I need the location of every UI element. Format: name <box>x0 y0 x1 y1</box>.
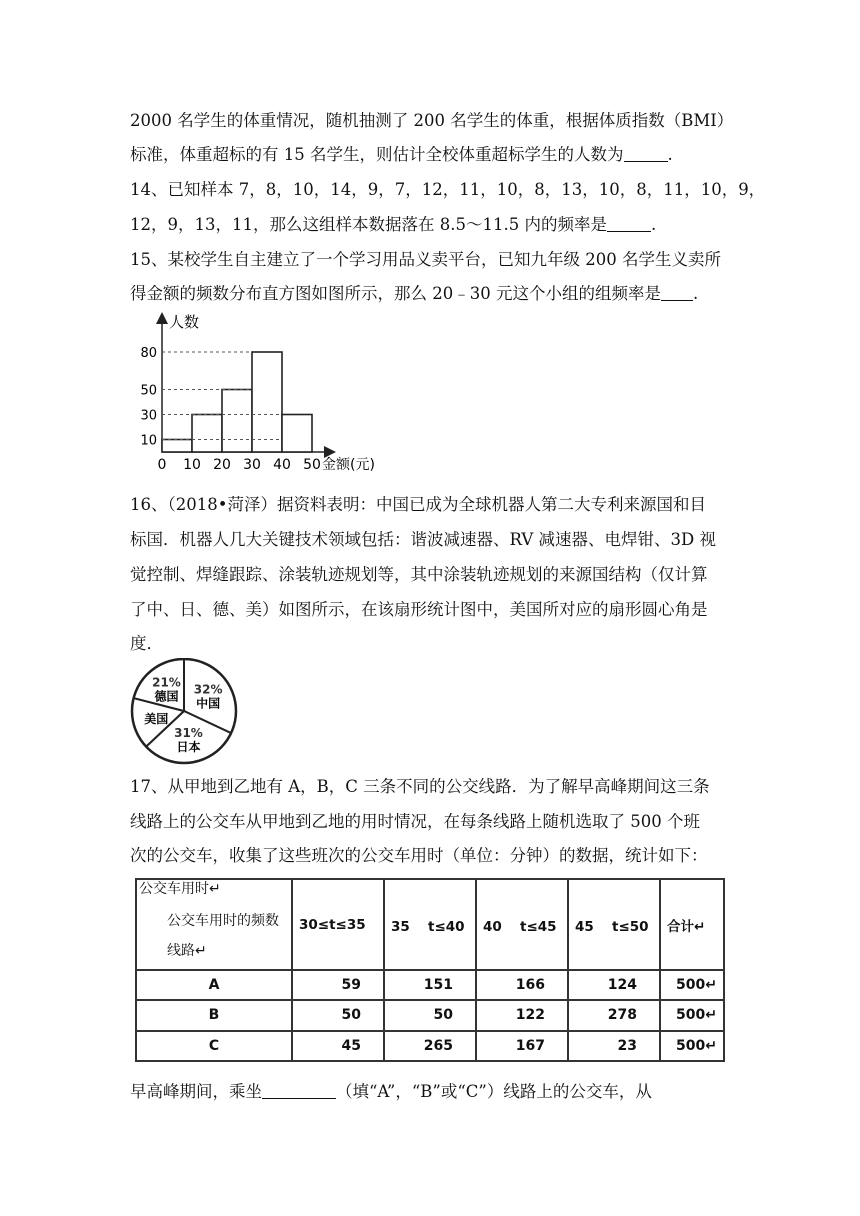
text-line-3: 14、已知样本 7，8，10，14，9，7，12，11，10，8，13，10，8，11，10，9， <box>130 180 766 199</box>
period: . <box>692 284 699 303</box>
q15-answer-blank[interactable] <box>661 284 693 301</box>
y-tick-label: 30 <box>140 408 157 424</box>
q14-text: 12，9，13，11，那么这组样本数据落在 8.5～11.5 内的频率是 <box>130 215 607 234</box>
histogram-bar <box>192 415 222 453</box>
period: . <box>667 145 673 164</box>
table-cell: 167 <box>476 1031 568 1061</box>
y-tick-label: 50 <box>140 383 157 399</box>
x-tick-label: 0 <box>157 457 167 473</box>
text-line-8: 标国．机器人几大关键技术领域包括：谐波减速器、RV 减速器、电焊钳、3D 视 <box>130 530 716 549</box>
pie-slice-label: 中国 <box>196 696 221 711</box>
x-tick-label: 10 <box>183 457 201 473</box>
q13-answer-blank[interactable] <box>624 145 668 162</box>
y-axis-label: 人数 <box>169 313 200 331</box>
text-line-15 <box>130 1082 652 1102</box>
table-header-row <box>136 879 724 970</box>
pie-percent-label: 32% <box>193 682 223 697</box>
y-tick-label: 10 <box>140 433 157 449</box>
histogram-bar <box>282 415 312 453</box>
table-total-cell: 500↵ <box>660 1031 724 1061</box>
text-line-1: 2000 名学生的体重情况，随机抽测了 200 名学生的体重，根据体质指数（BMI） <box>130 111 734 130</box>
period: . <box>650 215 657 234</box>
pie-chart <box>128 658 243 768</box>
table-header-cell: 40 t≤45 <box>476 879 568 970</box>
corner-label-top: 公交车用时↵ <box>139 881 221 897</box>
route-label: A <box>136 970 292 1000</box>
text-line-13: 线路上的公交车从甲地到乙地的用时情况，在每条线路上随机选取了 500 个班 <box>130 812 700 831</box>
table-cell: 45 <box>292 1031 384 1061</box>
table-cell: 166 <box>476 970 568 1000</box>
pie-slice-label: 日本 <box>176 740 201 755</box>
table-header-cell: 35 t≤40 <box>384 879 476 970</box>
table-row <box>136 1031 724 1061</box>
route-label: C <box>136 1031 292 1061</box>
bus-time-table <box>135 878 725 1062</box>
histogram-chart <box>135 310 395 478</box>
text-line-12: 17、从甲地到乙地有 A，B，C 三条不同的公交线路．为了解早高峰期间这三条 <box>130 777 710 796</box>
table-cell: 278 <box>568 1000 660 1030</box>
table-cell: 265 <box>384 1031 476 1061</box>
table-row <box>136 970 724 1000</box>
text-line-10: 了中、日、德、美）如图所示，在该扇形统计图中，美国所对应的扇形圆心角是 <box>130 600 708 619</box>
table-cell: 151 <box>384 970 476 1000</box>
pie-slice-label: 德国 <box>154 689 179 704</box>
table-cell: 122 <box>476 1000 568 1030</box>
x-tick-label: 20 <box>213 457 231 473</box>
route-label: B <box>136 1000 292 1030</box>
q17-answer-blank[interactable] <box>262 1082 336 1099</box>
q13-text: 标准，体重超标的有 15 名学生，则估计全校体重超标学生的人数为 <box>130 145 624 164</box>
corner-label-mid: 公交车用时的频数 <box>167 913 279 929</box>
text-line-4 <box>130 215 656 235</box>
table-total-cell: 500↵ <box>660 970 724 1000</box>
q14-answer-blank[interactable] <box>607 215 651 232</box>
text-line-6 <box>130 284 698 304</box>
text-line-5: 15、某校学生自主建立了一个学习用品义卖平台，已知九年级 200 名学生义卖所 <box>130 250 721 269</box>
y-tick-label: 80 <box>140 346 157 361</box>
table-header-cell: 合计↵ <box>660 879 724 970</box>
x-tick-label: 50 <box>303 457 321 473</box>
table-cell: 124 <box>568 970 660 1000</box>
table-cell: 50 <box>292 1000 384 1030</box>
x-tick-label: 40 <box>273 457 291 473</box>
text-line-14: 次的公交车，收集了这些班次的公交车用时（单位：分钟）的数据，统计如下： <box>130 846 708 865</box>
pie-slice-label: 美国 <box>144 712 169 727</box>
q15-text: 得金额的频数分布直方图如图所示，那么 20﹣30 元这个小组的组频率是 <box>130 284 661 303</box>
pie-percent-label: 21% <box>152 675 181 690</box>
histogram-bar <box>222 390 252 453</box>
table-cell: 59 <box>292 970 384 1000</box>
x-tick-label: 30 <box>243 457 261 473</box>
text-line-9: 觉控制、焊缝跟踪、涂装轨迹规划等，其中涂装轨迹规划的来源国结构（仅计算 <box>130 565 708 584</box>
table-row <box>136 1000 724 1030</box>
pie-percent-label: 31% <box>174 726 203 741</box>
text-line-11: 度． <box>130 634 163 653</box>
text-line-2 <box>130 145 673 165</box>
table-cell: 50 <box>384 1000 476 1030</box>
histogram-bar <box>162 440 192 453</box>
corner-label-bottom: 线路↵ <box>167 943 207 959</box>
table-corner-cell <box>136 879 292 970</box>
table-cell: 23 <box>568 1031 660 1061</box>
x-axis-label: 金额(元) <box>322 457 375 473</box>
table-total-cell: 500↵ <box>660 1000 724 1030</box>
table-header-cell: 30≤t≤35 <box>292 879 384 970</box>
text-line-7: 16、（2018•菏泽）据资料表明：中国已成为全球机器人第二大专利来源国和目 <box>130 495 706 514</box>
q17-text-cont: （填“A”，“B”或“C”）线路上的公交车，从 <box>336 1082 652 1101</box>
histogram-bar <box>252 352 282 452</box>
q17-text: 早高峰期间，乘坐 <box>130 1082 262 1101</box>
table-header-cell: 45 t≤50 <box>568 879 660 970</box>
